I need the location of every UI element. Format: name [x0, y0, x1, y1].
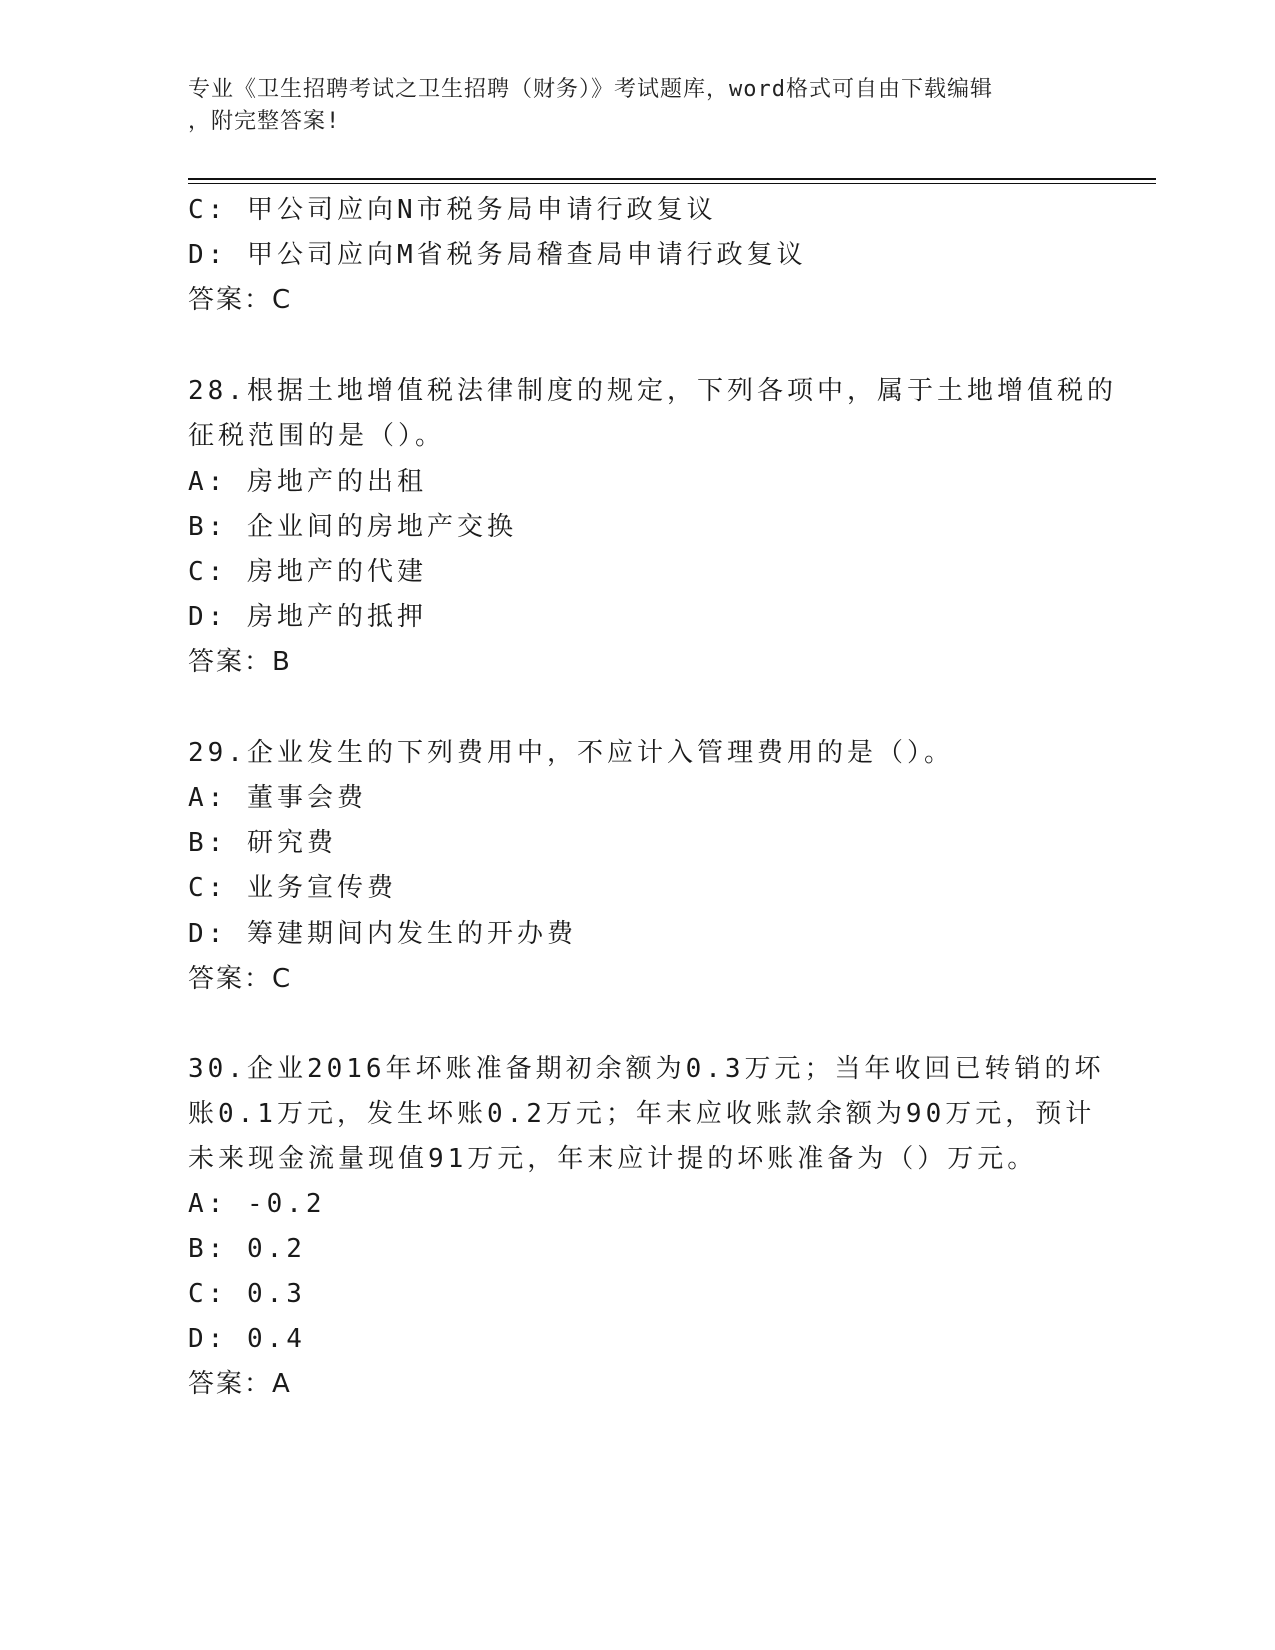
q29-option-a: A: 董事会费 — [188, 783, 367, 813]
q29-option-b: B: 研究费 — [188, 828, 337, 858]
q30-stem-line-2: 账0.1万元，发生坏账0.2万元；年末应收账款余额为90万元，预计 — [188, 1099, 1096, 1129]
q30-option-d: D: 0.4 — [188, 1324, 306, 1354]
q28-option-d: D: 房地产的抵押 — [188, 602, 427, 632]
q28-option-a: A: 房地产的出租 — [188, 467, 427, 497]
header-rule-thin — [188, 183, 1156, 184]
header-line-2: ，附完整答案! — [188, 109, 341, 134]
q28-stem-line-2: 征税范围的是（）。 — [188, 421, 446, 451]
header-line-1: 专业《卫生招聘考试之卫生招聘（财务）》考试题库，word格式可自由下载编辑 — [188, 77, 993, 102]
q30-answer: 答案：A — [188, 1369, 292, 1399]
document-header — [188, 74, 1068, 138]
header-rule-thick — [188, 178, 1156, 180]
q27-option-d: D: 甲公司应向M省税务局稽查局申请行政复议 — [188, 240, 807, 270]
q30-option-b: B: 0.2 — [188, 1234, 306, 1264]
q29-answer: 答案：C — [188, 964, 293, 994]
q29-option-d: D: 筹建期间内发生的开办费 — [188, 919, 577, 949]
q28-answer: 答案：B — [188, 647, 292, 677]
q30-option-a: A: -0.2 — [188, 1189, 326, 1219]
q30-option-c: C: 0.3 — [188, 1279, 306, 1309]
q28-option-c: C: 房地产的代建 — [188, 557, 427, 587]
q29-stem-line-1: 29.企业发生的下列费用中，不应计入管理费用的是（）。 — [188, 738, 954, 768]
q30-stem-line-3: 未来现金流量现值91万元，年末应计提的坏账准备为（）万元。 — [188, 1144, 1038, 1174]
q28-stem-line-1: 28.根据土地增值税法律制度的规定，下列各项中，属于土地增值税的 — [188, 376, 1117, 406]
q27-option-c: C: 甲公司应向N市税务局申请行政复议 — [188, 195, 717, 225]
q30-stem-line-1: 30.企业2016年坏账准备期初余额为0.3万元；当年收回已转销的坏 — [188, 1054, 1105, 1084]
q29-option-c: C: 业务宣传费 — [188, 873, 397, 903]
q28-option-b: B: 企业间的房地产交换 — [188, 512, 517, 542]
q27-answer: 答案：C — [188, 285, 293, 315]
